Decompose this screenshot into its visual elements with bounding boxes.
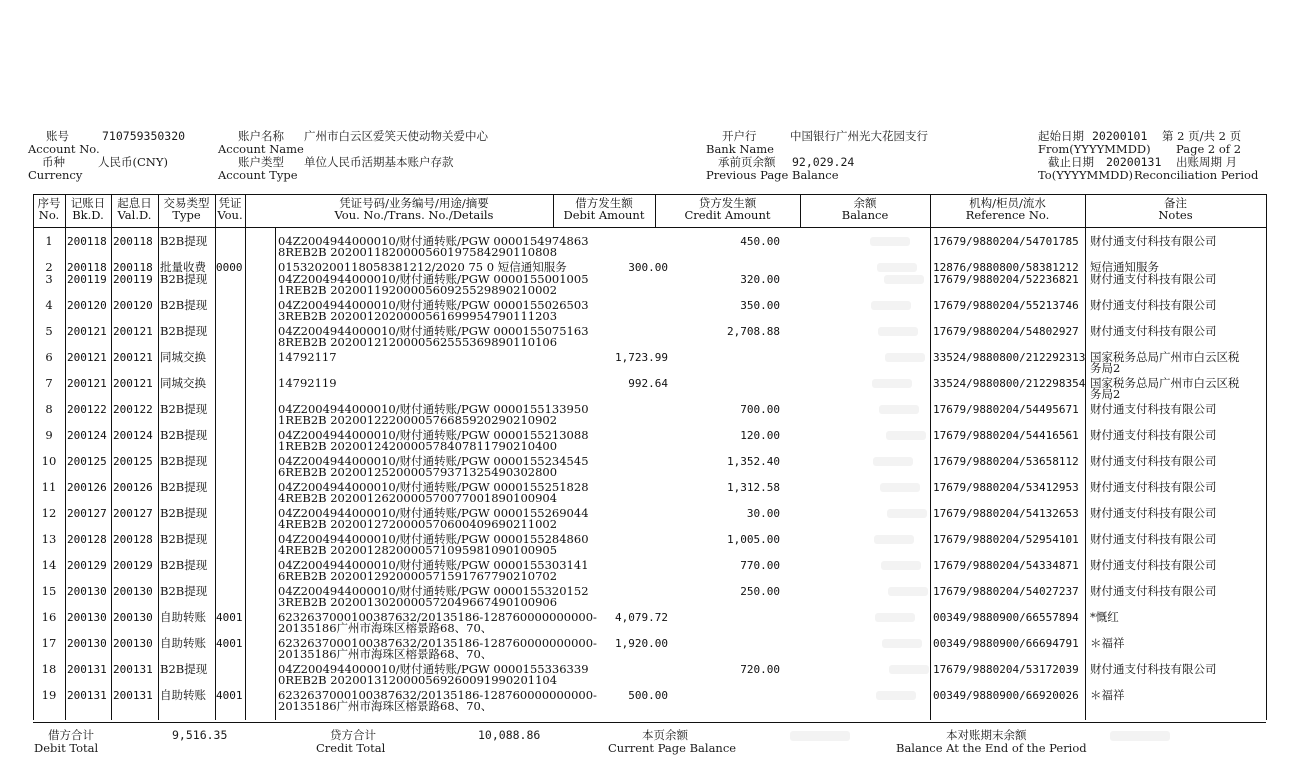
row-voucher: 4001 [216, 637, 243, 650]
credit-total-label-cn: 贷方合计 [330, 728, 376, 742]
prev-balance-label-en: Previous Page Balance [706, 168, 839, 182]
row-notes: ＊福祥 [1090, 636, 1125, 650]
row-credit-amount: 1,312.58 [727, 481, 780, 494]
credit-total-value: 10,088.86 [478, 728, 541, 742]
body-col-divider [65, 227, 66, 720]
row-notes: 财付通支付科技有限公司 [1090, 480, 1217, 494]
currency-value: 人民币(CNY) [98, 155, 168, 169]
page-label-cn: 第 2 页/共 2 页 [1162, 129, 1242, 143]
column-header-cn: 起息日 [117, 196, 152, 210]
row-value-date: 200118 [113, 261, 153, 274]
row-debit-amount: 992.64 [628, 377, 668, 390]
row-booking-date: 200128 [67, 533, 107, 546]
row-value-date: 200121 [113, 325, 153, 338]
row-booking-date: 200121 [67, 351, 107, 364]
row-notes: 财付通支付科技有限公司 [1090, 506, 1217, 520]
row-booking-date: 200125 [67, 455, 107, 468]
row-booking-date: 200124 [67, 429, 107, 442]
bank-name-value: 中国银行广州光大花园支行 [790, 129, 928, 143]
column-header-en: Credit Amount [684, 208, 771, 222]
row-notes: 财付通支付科技有限公司 [1090, 532, 1217, 546]
redacted-balance [886, 431, 926, 440]
column-header-en: Debit Amount [563, 208, 645, 222]
row-value-date: 200131 [113, 689, 153, 702]
row-credit-amount: 450.00 [740, 235, 780, 248]
row-details-line1: 04Z2004944000010/财付通转账/PGW 0000155269044 [278, 506, 589, 520]
redacted-balance [887, 509, 927, 518]
period-end-label-en: Balance At the End of the Period [896, 741, 1087, 755]
row-booking-date: 200127 [67, 507, 107, 520]
row-notes: 财付通支付科技有限公司 [1090, 558, 1217, 572]
row-reference: 17679/9880204/54416561 [933, 429, 1079, 442]
prev-balance-label-cn: 承前页余额 [718, 155, 776, 169]
row-credit-amount: 720.00 [740, 663, 780, 676]
row-debit-amount: 1,723.99 [615, 351, 668, 364]
row-details-line2: 1REB2B 20200124200005784078117902104​00 [278, 439, 558, 453]
period-label-en: Reconciliation Period [1134, 168, 1259, 182]
column-header-cn: 记账日 [70, 196, 106, 210]
row-notes: ＊福祥 [1090, 688, 1125, 702]
header-col-divider [245, 194, 246, 227]
row-details-line1: 04Z2004944000010/财付通转账/PGW 0000155213088 [278, 428, 589, 442]
row-booking-date: 200129 [67, 559, 107, 572]
row-number: 2 [45, 260, 53, 274]
row-value-date: 200120 [113, 299, 153, 312]
column-header-en: Val.D. [117, 208, 152, 222]
row-value-date: 200124 [113, 429, 153, 442]
row-reference: 12876/9880800/58381212 [933, 261, 1079, 274]
row-booking-date: 200126 [67, 481, 107, 494]
redacted-balance [874, 535, 914, 544]
row-value-date: 200122 [113, 403, 153, 416]
row-booking-date: 200131 [67, 663, 107, 676]
to-label-en: To(YYYYMMDD) [1038, 168, 1134, 182]
row-type: B2B提现 [160, 532, 208, 546]
row-reference: 17679/9880204/54802927 [933, 325, 1079, 338]
row-number: 18 [41, 662, 57, 676]
row-number: 4 [45, 298, 53, 312]
row-details-line2: 6REB2B 20200125200005793713254903028​00 [278, 465, 558, 479]
redacted-balance [871, 301, 911, 310]
row-debit-amount: 500.00 [628, 689, 668, 702]
row-number: 16 [41, 610, 57, 624]
row-details-line1: 6232637000100387632/20135186-128760000000000- [278, 688, 597, 702]
row-voucher: 4001 [216, 689, 243, 702]
row-notes: *慨红 [1090, 610, 1119, 624]
column-header-en: Balance [841, 208, 889, 222]
row-number: 10 [41, 454, 57, 468]
currency-label-en: Currency [28, 168, 83, 182]
row-details-line1: 6232637000100387632/20135186-128760000000000- [278, 610, 597, 624]
row-debit-amount: 4,079.72 [615, 611, 668, 624]
row-details-line2: 4REB2B 20200126200005700770018901009​04 [278, 491, 558, 505]
row-details-line2: 8REB2B 20200121200005625553698901101​06 [278, 335, 558, 349]
row-notes: 财付通支付科技有限公司 [1090, 454, 1217, 468]
row-value-date: 200130 [113, 637, 153, 650]
row-notes: 国家税务总局广州市白云区税 [1090, 350, 1240, 364]
row-details-line1: 04Z2004944000010/财付通转账/PGW 0000155001005 [278, 272, 589, 286]
column-header-cn: 交易类型 [163, 196, 210, 210]
row-type: B2B提现 [160, 402, 208, 416]
account-type-value: 单位人民币活期基本账户存款 [304, 155, 454, 169]
row-voucher: 0000 [216, 261, 243, 274]
from-date-value: 20200101 [1092, 129, 1148, 143]
row-notes: 国家税务总局广州市白云区税 [1090, 376, 1240, 390]
row-details-line1: 04Z2004944000010/财付通转账/PGW 0000155303141 [278, 558, 589, 572]
account-name-label-en: Account Name [218, 142, 304, 156]
row-value-date: 200126 [113, 481, 153, 494]
column-header-cn: 备注 [1164, 196, 1187, 210]
row-details-line2: 3REB2B 20200120200005616999547901112​03 [278, 309, 558, 323]
redacted-balance [880, 483, 920, 492]
row-reference: 17679/9880204/54027237 [933, 585, 1079, 598]
account-type-label-cn: 账户类型 [238, 155, 284, 169]
redacted-balance [877, 263, 917, 272]
row-reference: 17679/9880204/53658112 [933, 455, 1079, 468]
debit-total-label-en: Debit Total [34, 741, 99, 755]
row-booking-date: 200118 [67, 235, 107, 248]
row-number: 5 [45, 324, 53, 338]
row-type: 同城交换 [160, 376, 206, 390]
row-reference: 17679/9880204/54132653 [933, 507, 1079, 520]
column-header-en: Vou. [217, 208, 243, 222]
row-reference: 33524/9880800/212298354 [933, 377, 1086, 390]
row-credit-amount: 320.00 [740, 273, 780, 286]
row-type: B2B提现 [160, 234, 208, 248]
row-number: 3 [45, 272, 53, 286]
column-header-en: Bk.D. [72, 208, 104, 222]
redacted-period-end-balance [1110, 731, 1170, 741]
row-credit-amount: 770.00 [740, 559, 780, 572]
row-number: 7 [45, 376, 53, 390]
row-credit-amount: 2,708.88 [727, 325, 780, 338]
redacted-balance [885, 353, 925, 362]
row-voucher: 4001 [216, 611, 243, 624]
row-number: 13 [41, 532, 57, 546]
prev-balance-value: 92,029.24 [792, 155, 855, 169]
row-reference: 00349/9880900/66694791 [933, 637, 1079, 650]
row-notes-line2: 务局2 [1090, 361, 1121, 375]
row-value-date: 200118 [113, 235, 153, 248]
row-reference: 17679/9880204/55213746 [933, 299, 1079, 312]
row-reference: 33524/9880800/212292313 [933, 351, 1086, 364]
row-notes: 财付通支付科技有限公司 [1090, 298, 1217, 312]
row-number: 15 [41, 584, 57, 598]
row-value-date: 200130 [113, 611, 153, 624]
row-type: B2B提现 [160, 298, 208, 312]
row-type: B2B提现 [160, 324, 208, 338]
row-details-line2: 8REB2B 20200118200005601975842901108​08 [278, 245, 558, 259]
account-no-label-en: Account No. [28, 142, 100, 156]
row-number: 17 [41, 636, 57, 650]
row-details-line1: 6232637000100387632/20135186-128760000000000- [278, 636, 597, 650]
redacted-balance [876, 691, 916, 700]
row-details-line2: 20135186广州市海珠区榕景路68、70、 [278, 621, 493, 635]
row-type: B2B提现 [160, 662, 208, 676]
row-notes: 财付通支付科技有限公司 [1090, 324, 1217, 338]
row-credit-amount: 120.00 [740, 429, 780, 442]
body-col-divider [275, 227, 276, 720]
account-no-label-cn: 账号 [46, 129, 69, 143]
column-header-cn: 机构/柜员/流水 [969, 196, 1046, 210]
row-value-date: 200129 [113, 559, 153, 572]
row-notes: 财付通支付科技有限公司 [1090, 272, 1217, 286]
row-booking-date: 200130 [67, 585, 107, 598]
row-booking-date: 200130 [67, 611, 107, 624]
row-booking-date: 200131 [67, 689, 107, 702]
from-label-cn: 起始日期 [1038, 129, 1084, 143]
to-date-value: 20200131 [1106, 155, 1162, 169]
row-reference: 17679/9880204/52236821 [933, 273, 1079, 286]
row-type: B2B提现 [160, 558, 208, 572]
redacted-balance [888, 587, 928, 596]
row-type: 同城交换 [160, 350, 206, 364]
row-booking-date: 200121 [67, 325, 107, 338]
row-reference: 00349/9880900/66920026 [933, 689, 1079, 702]
row-notes: 财付通支付科技有限公司 [1090, 662, 1217, 676]
redacted-balance [879, 405, 919, 414]
row-booking-date: 200119 [67, 273, 107, 286]
row-booking-date: 200130 [67, 637, 107, 650]
redacted-balance [875, 613, 915, 622]
row-details-line1: 04Z2004944000010/财付通转账/PGW 0000155336339 [278, 662, 589, 676]
row-booking-date: 200121 [67, 377, 107, 390]
redacted-balance [870, 237, 910, 246]
row-type: 自助转账 [160, 636, 206, 650]
row-number: 6 [45, 350, 53, 364]
row-number: 8 [45, 402, 53, 416]
row-details-line2: 6REB2B 20200129200005715917677902107​02 [278, 569, 558, 583]
row-details-line2: 20135186广州市海珠区榕景路68、70、 [278, 647, 493, 661]
account-type-label-en: Account Type [218, 168, 298, 182]
row-details-line1: 04Z2004944000010/财付通转账/PGW 0000155026503 [278, 298, 589, 312]
redacted-balance [882, 639, 922, 648]
row-reference: 17679/9880204/53412953 [933, 481, 1079, 494]
row-value-date: 200121 [113, 351, 153, 364]
period-end-label-cn: 本对账期末余额 [946, 728, 1027, 742]
footer-rule [33, 722, 1266, 723]
row-details-line2: 4REB2B 20200127200005706004096902110​02 [278, 517, 558, 531]
row-reference: 17679/9880204/54334871 [933, 559, 1079, 572]
from-label-en: From(YYYYMMDD) [1038, 142, 1151, 156]
account-name-value: 广州市白云区爱笑天使动物关爱中心 [304, 129, 488, 143]
redacted-balance [889, 665, 929, 674]
row-details-line2: 0REB2B 20200131200005692600919902011​04 [278, 673, 558, 687]
row-value-date: 200127 [113, 507, 153, 520]
row-number: 14 [41, 558, 57, 572]
row-reference: 17679/9880204/54495671 [933, 403, 1079, 416]
row-type: B2B提现 [160, 480, 208, 494]
column-header-en: Type [172, 208, 201, 222]
row-credit-amount: 250.00 [740, 585, 780, 598]
current-balance-label-cn: 本页余额 [642, 728, 688, 742]
row-value-date: 200121 [113, 377, 153, 390]
row-credit-amount: 1,352.40 [727, 455, 780, 468]
row-notes: 财付通支付科技有限公司 [1090, 234, 1217, 248]
row-details-line1: 14792119 [278, 376, 337, 390]
row-type: B2B提现 [160, 584, 208, 598]
redacted-balance [878, 327, 918, 336]
row-value-date: 200130 [113, 585, 153, 598]
bank-name-label-cn: 开户行 [722, 129, 757, 143]
column-header-en: Vou. No./Trans. No./Details [334, 208, 494, 222]
row-details-line1: 04Z2004944000010/财付通转账/PGW 0000154974863 [278, 234, 589, 248]
header-col-divider [1266, 194, 1267, 227]
row-credit-amount: 30.00 [746, 507, 780, 520]
column-header-cn: 凭证号码/业务编号/用途/摘要 [339, 196, 489, 210]
body-col-divider [111, 227, 112, 720]
column-header-cn: 余额 [853, 196, 877, 210]
row-notes: 财付通支付科技有限公司 [1090, 402, 1217, 416]
row-notes: 短信通知服务 [1090, 260, 1159, 274]
redacted-current-balance [790, 731, 850, 741]
redacted-balance [881, 561, 921, 570]
row-booking-date: 200120 [67, 299, 107, 312]
body-col-divider [1085, 227, 1086, 720]
row-details-line1: 0153202001180583​81212/2020 75 0 短信通知服务 [278, 260, 567, 274]
row-value-date: 200119 [113, 273, 153, 286]
row-type: 批量收费 [160, 260, 206, 274]
column-header-en: Reference No. [965, 208, 1050, 222]
column-header-cn: 凭证 [218, 196, 242, 210]
account-name-label-cn: 账户名称 [238, 129, 284, 143]
debit-total-label-cn: 借方合计 [48, 728, 94, 742]
row-reference: 17679/9880204/53172039 [933, 663, 1079, 676]
row-value-date: 200131 [113, 663, 153, 676]
row-type: 自助转账 [160, 688, 206, 702]
row-booking-date: 200122 [67, 403, 107, 416]
row-debit-amount: 1,920.00 [615, 637, 668, 650]
table-top-rule [33, 194, 1266, 195]
table-header-rule [33, 227, 1266, 228]
row-notes: 财付通支付科技有限公司 [1090, 428, 1217, 442]
current-balance-label-en: Current Page Balance [608, 741, 737, 755]
row-number: 11 [41, 480, 57, 494]
row-details-line2: 4REB2B 20200128200005710959810901009​05 [278, 543, 558, 557]
column-header-cn: 序号 [37, 196, 61, 210]
column-header-en: No. [38, 208, 60, 222]
row-details-line1: 04Z2004944000010/财付通转账/PGW 0000155234545 [278, 454, 589, 468]
account-no-value: 710759350320 [102, 129, 186, 143]
column-header-cn: 贷方发生额 [698, 196, 757, 210]
row-number: 1 [45, 234, 53, 248]
row-details-line1: 04Z2004944000010/财付通转账/PGW 0000155133950 [278, 402, 589, 416]
body-col-divider [158, 227, 159, 720]
credit-total-label-en: Credit Total [316, 741, 386, 755]
row-debit-amount: 300.00 [628, 261, 668, 274]
column-header-en: Notes [1158, 208, 1193, 222]
row-number: 9 [45, 428, 53, 442]
page-label-en: Page 2 of 2 [1176, 142, 1242, 156]
row-type: 自助转账 [160, 610, 206, 624]
debit-total-value: 9,516.35 [172, 728, 228, 742]
statement-header [28, 130, 1273, 186]
row-number: 19 [41, 688, 57, 702]
body-col-divider [930, 227, 931, 720]
row-reference: 17679/9880204/54701785 [933, 235, 1079, 248]
body-col-divider [1266, 227, 1267, 720]
row-reference: 00349/9880900/66557894 [933, 611, 1079, 624]
row-details-line1: 04Z2004944000010/财付通转账/PGW 0000155251828 [278, 480, 589, 494]
row-details-line2: 1REB2B 20200119200005609255298902100​02 [278, 283, 558, 297]
period-label-cn: 出账周期 月 [1176, 155, 1238, 169]
row-booking-date: 200118 [67, 261, 107, 274]
row-details-line1: 04Z2004944000010/财付通转账/PGW 0000155320152 [278, 584, 589, 598]
row-credit-amount: 700.00 [740, 403, 780, 416]
row-details-line1: 04Z2004944000010/财付通转账/PGW 0000155284860 [278, 532, 589, 546]
row-type: B2B提现 [160, 506, 208, 520]
row-details-line2: 20135186广州市海珠区榕景路68、70、 [278, 699, 493, 713]
to-label-cn: 截止日期 [1048, 155, 1094, 169]
redacted-balance [884, 275, 924, 284]
row-type: B2B提现 [160, 454, 208, 468]
redacted-balance [873, 457, 913, 466]
row-notes: 财付通支付科技有限公司 [1090, 584, 1217, 598]
row-type: B2B提现 [160, 272, 208, 286]
row-notes-line2: 务局2 [1090, 387, 1121, 401]
row-value-date: 200125 [113, 455, 153, 468]
row-reference: 17679/9880204/52954101 [933, 533, 1079, 546]
row-credit-amount: 350.00 [740, 299, 780, 312]
column-header-cn: 借方发生额 [575, 196, 633, 210]
row-details-line2: 3REB2B 20200130200005720496674901009​06 [278, 595, 558, 609]
row-number: 12 [41, 506, 57, 520]
bank-name-label-en: Bank Name [706, 142, 774, 156]
row-value-date: 200128 [113, 533, 153, 546]
row-credit-amount: 1,005.00 [727, 533, 780, 546]
currency-label-cn: 币种 [42, 155, 65, 169]
row-details-line1: 14792117 [278, 350, 337, 364]
row-details-line2: 1REB2B 20200122200005766859202902109​02 [278, 413, 558, 427]
row-type: B2B提现 [160, 428, 208, 442]
redacted-balance [872, 379, 912, 388]
row-details-line1: 04Z2004944000010/财付通转账/PGW 0000155075163 [278, 324, 589, 338]
